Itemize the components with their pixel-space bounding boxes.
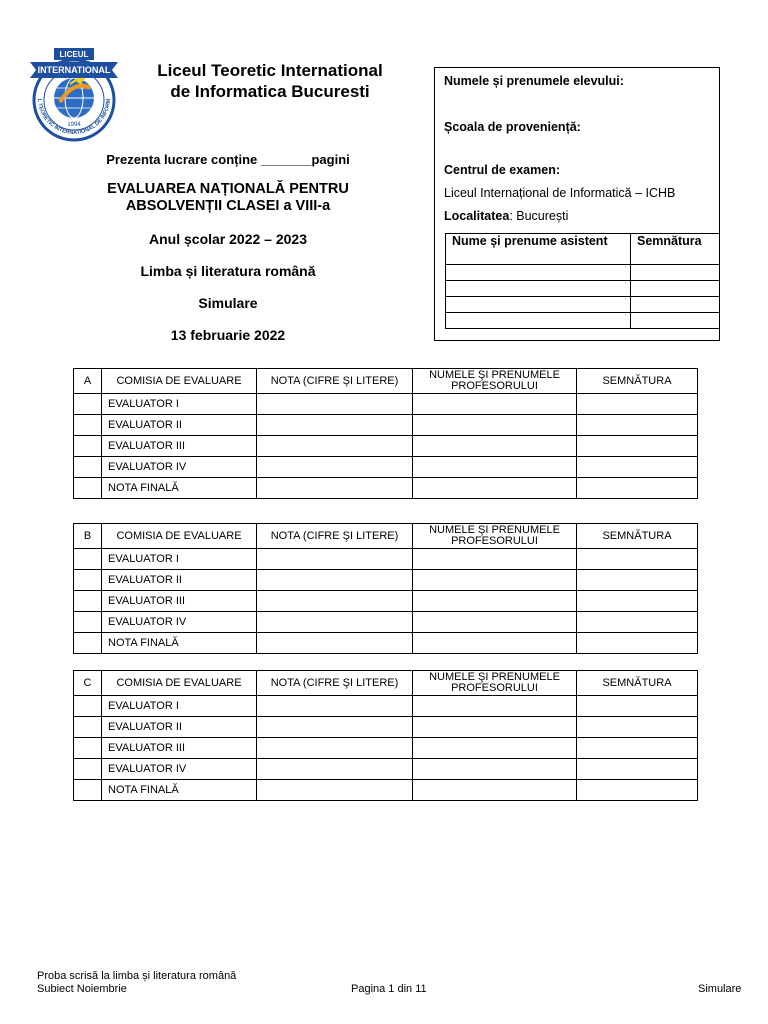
evaluator-label: EVALUATOR I	[102, 696, 257, 717]
table-row	[74, 570, 698, 591]
grade-header: NOTA (CIFRE ŞI LITERE)	[257, 524, 413, 549]
grade-cell[interactable]	[257, 457, 413, 478]
assistant-name-cell[interactable]	[446, 313, 631, 329]
signature-cell[interactable]	[577, 394, 698, 415]
final-grade-label: NOTA FINALĂ	[102, 478, 257, 499]
table-row	[74, 696, 698, 717]
teacher-cell[interactable]	[413, 415, 577, 436]
grade-cell[interactable]	[257, 570, 413, 591]
evaluator-label: EVALUATOR II	[102, 717, 257, 738]
teacher-cell[interactable]	[413, 478, 577, 499]
assistant-signature-cell[interactable]	[631, 313, 720, 329]
assistant-name-cell[interactable]	[446, 265, 631, 281]
assistant-signature-cell[interactable]	[631, 281, 720, 297]
grade-header: NOTA (CIFRE ŞI LITERE)	[257, 671, 413, 696]
evaluator-label: EVALUATOR I	[102, 549, 257, 570]
signature-header: SEMNĂTURA	[577, 524, 698, 549]
grade-cell[interactable]	[257, 780, 413, 801]
logo-year: 1994	[67, 122, 81, 128]
signature-cell[interactable]	[577, 717, 698, 738]
final-grade-label: NOTA FINALĂ	[102, 780, 257, 801]
final-grade-label: NOTA FINALĂ	[102, 633, 257, 654]
grade-cell[interactable]	[257, 591, 413, 612]
teacher-cell[interactable]	[413, 738, 577, 759]
assistant-name-header: Nume și prenume asistent	[446, 234, 631, 265]
assistant-table	[445, 233, 720, 329]
teacher-cell[interactable]	[413, 549, 577, 570]
commission-header: COMISIA DE EVALUARE	[102, 671, 257, 696]
section-letter: C	[74, 671, 102, 696]
grade-cell[interactable]	[257, 415, 413, 436]
commission-header: COMISIA DE EVALUARE	[102, 369, 257, 394]
grade-cell[interactable]	[257, 612, 413, 633]
signature-cell[interactable]	[577, 780, 698, 801]
table-row	[74, 738, 698, 759]
logo-ring-text: L TEORETIC INTERNATIONAL DE INFORM	[35, 98, 113, 137]
grade-header: NOTA (CIFRE ŞI LITERE)	[257, 369, 413, 394]
evaluation-table-c	[73, 670, 698, 801]
evaluator-label: EVALUATOR IV	[102, 612, 257, 633]
evaluator-label: EVALUATOR II	[102, 415, 257, 436]
logo-banner-text: INTERNATIONAL	[37, 65, 111, 75]
commission-header: COMISIA DE EVALUARE	[102, 524, 257, 549]
grade-cell[interactable]	[257, 436, 413, 457]
evaluator-label: EVALUATOR IV	[102, 759, 257, 780]
exam-date: 13 februarie 2022	[170, 327, 286, 343]
signature-cell[interactable]	[577, 633, 698, 654]
assistant-signature-cell[interactable]	[631, 297, 720, 313]
grade-cell[interactable]	[257, 717, 413, 738]
signature-header: SEMNĂTURA	[577, 369, 698, 394]
teacher-cell[interactable]	[413, 612, 577, 633]
table-row	[74, 759, 698, 780]
teacher-header: NUMELE ŞI PRENUMELE PROFESORULUI	[413, 524, 577, 549]
footer-right: Simulare	[698, 983, 742, 995]
section-letter: A	[74, 369, 102, 394]
table-row	[74, 478, 698, 499]
table-row	[74, 394, 698, 415]
locality-label: Localitatea	[444, 209, 510, 223]
signature-cell[interactable]	[577, 591, 698, 612]
footer-left	[37, 970, 236, 996]
subject: Limba și literatura română	[140, 263, 316, 279]
signature-cell[interactable]	[577, 436, 698, 457]
exam-title-line2: ABSOLVENȚII CLASEI a VIII-a	[125, 198, 331, 214]
signature-cell[interactable]	[577, 759, 698, 780]
evaluation-table-b	[73, 523, 698, 654]
exam-center-label: Centrul de examen:	[444, 163, 561, 177]
assistant-signature-header: Semnătura	[631, 234, 720, 265]
school-title	[136, 60, 404, 102]
teacher-cell[interactable]	[413, 591, 577, 612]
school-name-line1: Liceul Teoretic International	[157, 61, 383, 80]
teacher-cell[interactable]	[413, 696, 577, 717]
signature-cell[interactable]	[577, 457, 698, 478]
signature-cell[interactable]	[577, 570, 698, 591]
grade-cell[interactable]	[257, 696, 413, 717]
table-row	[74, 549, 698, 570]
table-row	[74, 633, 698, 654]
exam-title	[60, 181, 396, 215]
table-row	[74, 415, 698, 436]
table-row	[74, 612, 698, 633]
signature-cell[interactable]	[577, 612, 698, 633]
grade-cell[interactable]	[257, 549, 413, 570]
exam-header	[60, 152, 396, 359]
grade-cell[interactable]	[257, 478, 413, 499]
footer-line1: Proba scrisă la limba și literatura română	[37, 970, 237, 982]
teacher-cell[interactable]	[413, 436, 577, 457]
signature-cell[interactable]	[577, 549, 698, 570]
table-row	[74, 717, 698, 738]
grade-cell[interactable]	[257, 394, 413, 415]
exam-title-line1: EVALUAREA NAȚIONALĂ PENTRU	[107, 181, 349, 197]
footer-line2: Subiect Noiembrie	[37, 983, 127, 995]
signature-cell[interactable]	[577, 696, 698, 717]
section-letter: B	[74, 524, 102, 549]
locality-value: : București	[509, 209, 569, 223]
pages-line: Prezenta lucrare conține _______pagini	[106, 152, 350, 167]
logo-top-text: LICEUL	[59, 50, 89, 59]
signature-cell[interactable]	[577, 738, 698, 759]
page-number: Pagina 1 din 11	[351, 983, 427, 995]
teacher-cell[interactable]	[413, 394, 577, 415]
evaluator-label: EVALUATOR II	[102, 570, 257, 591]
assistant-name-cell[interactable]	[446, 297, 631, 313]
teacher-cell[interactable]	[413, 457, 577, 478]
signature-cell[interactable]	[577, 478, 698, 499]
teacher-cell[interactable]	[413, 780, 577, 801]
exam-center-value: Liceul Internațional de Informatică – ICHB	[444, 186, 676, 200]
evaluation-table-a	[73, 368, 698, 499]
table-row	[74, 591, 698, 612]
signature-header: SEMNĂTURA	[577, 671, 698, 696]
teacher-cell[interactable]	[413, 759, 577, 780]
teacher-cell[interactable]	[413, 570, 577, 591]
school-name-line2: de Informatica Bucuresti	[170, 82, 370, 101]
school-logo	[20, 40, 128, 148]
school-year: Anul școlar 2022 – 2023	[149, 231, 307, 247]
exam-type: Simulare	[198, 295, 258, 311]
evaluator-label: EVALUATOR I	[102, 394, 257, 415]
student-name-label: Numele și prenumele elevului:	[444, 74, 624, 88]
teacher-cell[interactable]	[413, 717, 577, 738]
student-info-box	[434, 67, 720, 341]
grade-cell[interactable]	[257, 759, 413, 780]
assistant-name-cell[interactable]	[446, 281, 631, 297]
teacher-header: NUMELE ŞI PRENUMELE PROFESORULUI	[413, 369, 577, 394]
evaluator-label: EVALUATOR III	[102, 436, 257, 457]
table-row	[74, 780, 698, 801]
teacher-header: NUMELE ŞI PRENUMELE PROFESORULUI	[413, 671, 577, 696]
table-row	[74, 457, 698, 478]
evaluator-label: EVALUATOR III	[102, 591, 257, 612]
evaluator-label: EVALUATOR III	[102, 738, 257, 759]
evaluator-label: EVALUATOR IV	[102, 457, 257, 478]
grade-cell[interactable]	[257, 738, 413, 759]
signature-cell[interactable]	[577, 415, 698, 436]
table-row	[74, 436, 698, 457]
locality	[444, 209, 568, 223]
school-origin-label: Școala de proveniență:	[444, 120, 581, 134]
grade-cell[interactable]	[257, 633, 413, 654]
teacher-cell[interactable]	[413, 633, 577, 654]
assistant-signature-cell[interactable]	[631, 265, 720, 281]
